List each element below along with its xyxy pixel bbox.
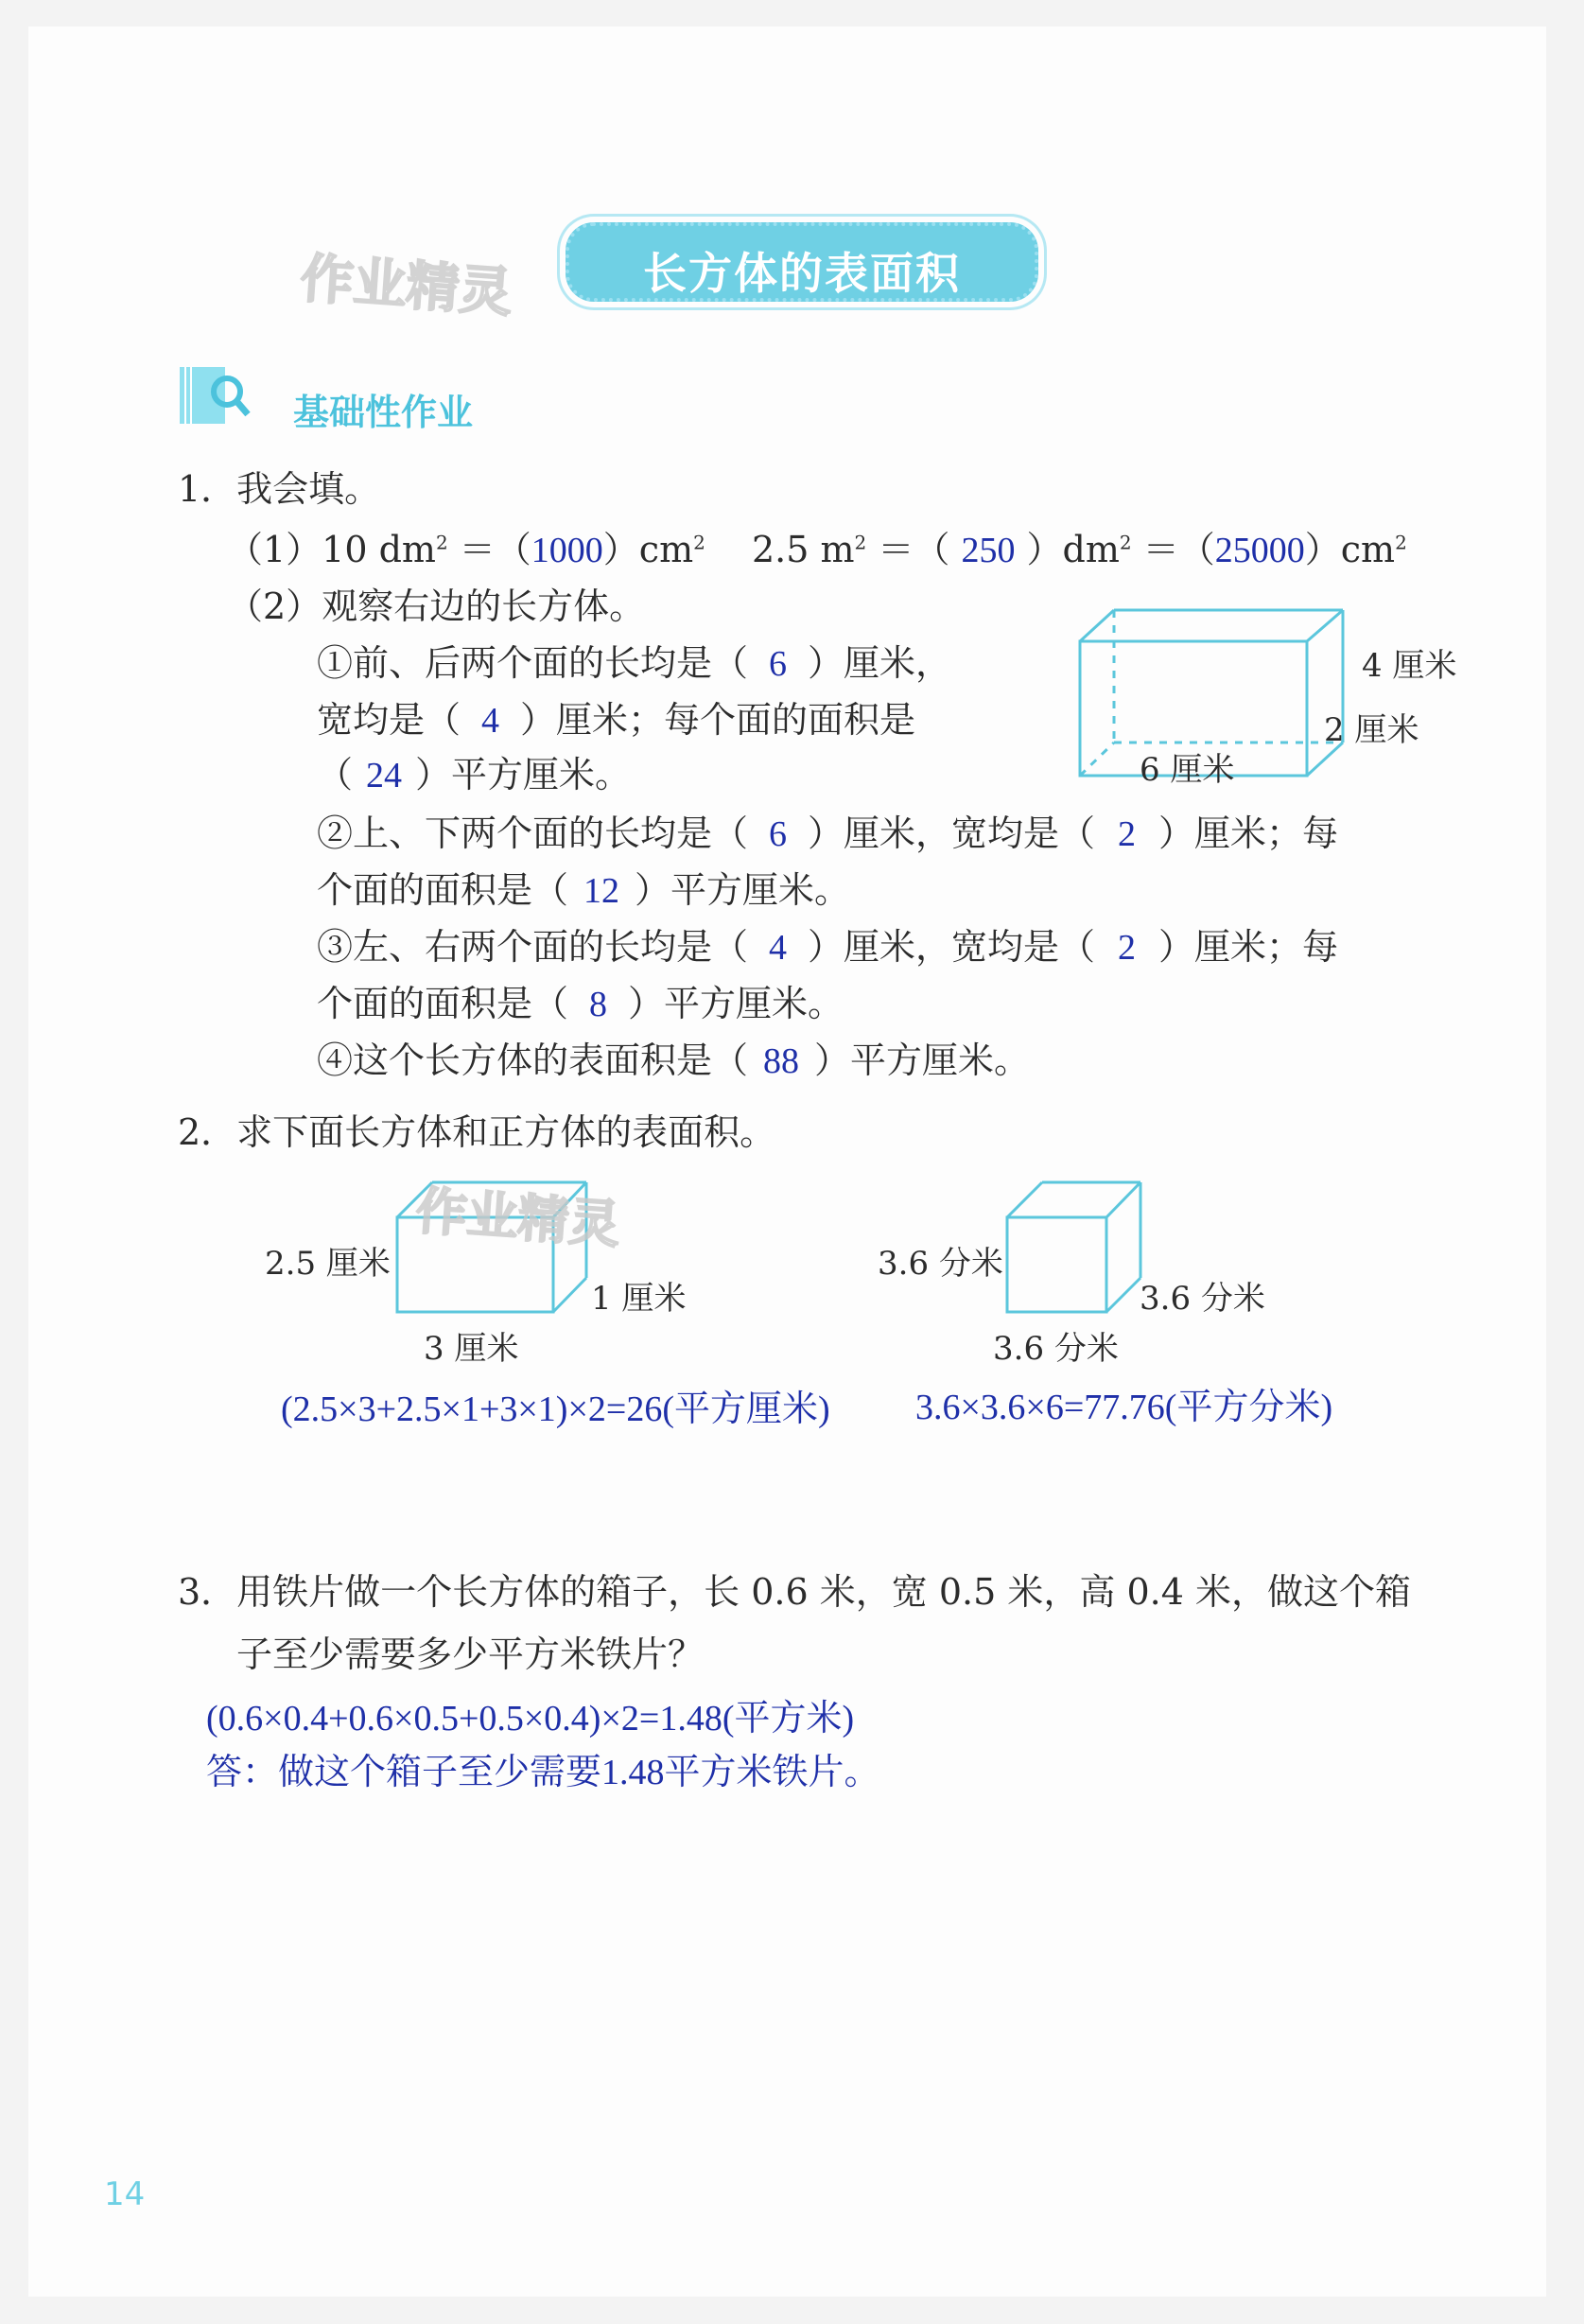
q1p2-c-l2-pre: 个面的面积是（ [317,983,569,1024]
q1p1-mid1: ＝（ [447,529,531,570]
q1p2-c-answer-2: 2 [1118,928,1137,968]
q1p2-b-answer-1: 6 [769,814,788,854]
q2-cube-answer: 3.6×3.6×6=77.76(平方分米) [915,1388,1333,1427]
q2-cuboid-width-label: 1 厘米 [591,1280,687,1318]
q1p2-c-line1 [317,917,1338,970]
q1p2-a-l3-pre: （ [317,754,354,795]
q2-cube-length-label: 3.6 分米 [993,1330,1119,1368]
q1p1-answer-2: 250 [961,531,1016,570]
q1p2-d-post: ）平方厘米。 [814,1040,1031,1081]
q1p2-d-answer: 88 [763,1041,800,1081]
q1p1-sup1: 2 [435,531,448,554]
q2-cuboid-height-label: 2.5 厘米 [265,1245,391,1283]
q1p1-answer-1: 1000 [531,531,603,570]
q1-part2-stem: （2）观察右边的长方体。 [227,585,646,627]
q1p2-a-answer-1: 6 [769,644,788,684]
watermark-text: 作业精灵 [298,248,514,324]
q2-cuboid-answer: (2.5×3+2.5×1+3×1)×2=26(平方厘米) [281,1389,830,1429]
q1p2-a-l3-post: ）平方厘米。 [415,754,632,795]
q2-cuboid-length-label: 3 厘米 [424,1330,519,1368]
q1p2-a-answer-2: 4 [481,701,500,741]
q1p1-sup2: 2 [693,531,705,554]
q2-cube-height-label: 3.6 分米 [878,1245,1003,1283]
q1p1-sup3: 2 [854,531,867,554]
q1p1-mid3: ＝（ [866,529,962,570]
q1p2-a-l1-post: ）厘米， [808,642,952,684]
q1p2-a-l2-post: ）厘米；每个面的面积是 [520,699,916,741]
q1p2-d-pre: ④这个长方体的表面积是（ [317,1040,749,1081]
q1-fig-width-label: 2 厘米 [1324,711,1419,749]
q1p2-b-l1-post: ）厘米；每 [1158,813,1339,854]
q1-fig-length-label: 6 厘米 [1140,751,1235,789]
q1p2-d-line [317,1031,1030,1083]
q1p2-b-l2-post: ）平方厘米。 [635,869,851,911]
q1p2-c-answer-3: 8 [589,985,608,1024]
q1p2-c-answer-1: 4 [769,928,788,968]
q1p2-b-line2 [317,861,850,913]
q2-cube-figure [1002,1178,1144,1319]
q1p2-a-answer-3: 24 [366,756,403,795]
q3-stem-line2: 子至少需要多少平方米铁片？ [236,1634,705,1675]
q1p1-prefix: （1）10 dm [227,529,436,570]
q1p1-p2-prefix: 2.5 m [752,529,855,570]
q1p1-mid2: ）cm [602,529,694,570]
q3-answer-calc: (0.6×0.4+0.6×0.5+0.5×0.4)×2=1.48(平方米) [206,1699,855,1739]
q1p2-b-answer-3: 12 [583,871,620,911]
q1p2-a-line3 [317,745,631,797]
q1p2-b-answer-2: 2 [1118,814,1137,854]
section-heading: 基础性作业 [293,392,474,433]
q1p2-b-line1 [317,804,1338,856]
q3-stem-line1: 3．用铁片做一个长方体的箱子，长 0.6 米，宽 0.5 米，高 0.4 米，做这个箱 [178,1571,1411,1613]
q1p2-a-l2-pre: 宽均是（ [317,699,461,741]
q1-cuboid-figure [1069,605,1466,795]
q1p1-answer-3: 25000 [1214,531,1305,570]
q1-part1-line [227,520,705,572]
title-banner [566,222,1038,302]
q1p2-c-line2 [317,974,844,1026]
q1p2-c-l1-mid: ）厘米，宽均是（ [808,926,1096,968]
q1p2-b-l2-pre: 个面的面积是（ [317,869,569,911]
q1p1-mid4: ）dm [1015,529,1120,570]
q2-cube-width-label: 3.6 分米 [1140,1280,1265,1318]
q1-stem: 1．我会填。 [178,468,381,510]
q1p2-a-line1 [317,634,951,686]
q1p1-sup4: 2 [1119,531,1132,554]
q1p2-c-l1-post: ）厘米；每 [1158,926,1339,968]
q1p1-sup5: 2 [1395,531,1407,554]
q2-stem: 2．求下面长方体和正方体的表面积。 [178,1111,776,1153]
figure-watermark: 作业精灵 [413,1180,622,1255]
q1p2-a-line2 [317,690,915,743]
q1p2-c-l1-pre: ③左、右两个面的长均是（ [317,926,749,968]
q1p1-mid5: ＝（ [1131,529,1215,570]
page-title: 长方体的表面积 [643,248,961,299]
q1p2-a-l1-pre: ①前、后两个面的长均是（ [317,642,749,684]
page-number: 14 [104,2175,146,2213]
q3-answer-sentence: 答：做这个箱子至少需要1.48平方米铁片。 [206,1753,880,1792]
q1p1-mid6: ）cm [1304,529,1396,570]
q1p2-b-l1-pre: ②上、下两个面的长均是（ [317,813,749,854]
q1p2-c-l2-post: ）平方厘米。 [628,983,844,1024]
q1-part1-line-b [752,520,1407,572]
q1p2-b-l1-mid: ）厘米，宽均是（ [808,813,1096,854]
q1-fig-height-label: 4 厘米 [1362,647,1457,685]
magnifier-notebook-icon [180,367,265,424]
